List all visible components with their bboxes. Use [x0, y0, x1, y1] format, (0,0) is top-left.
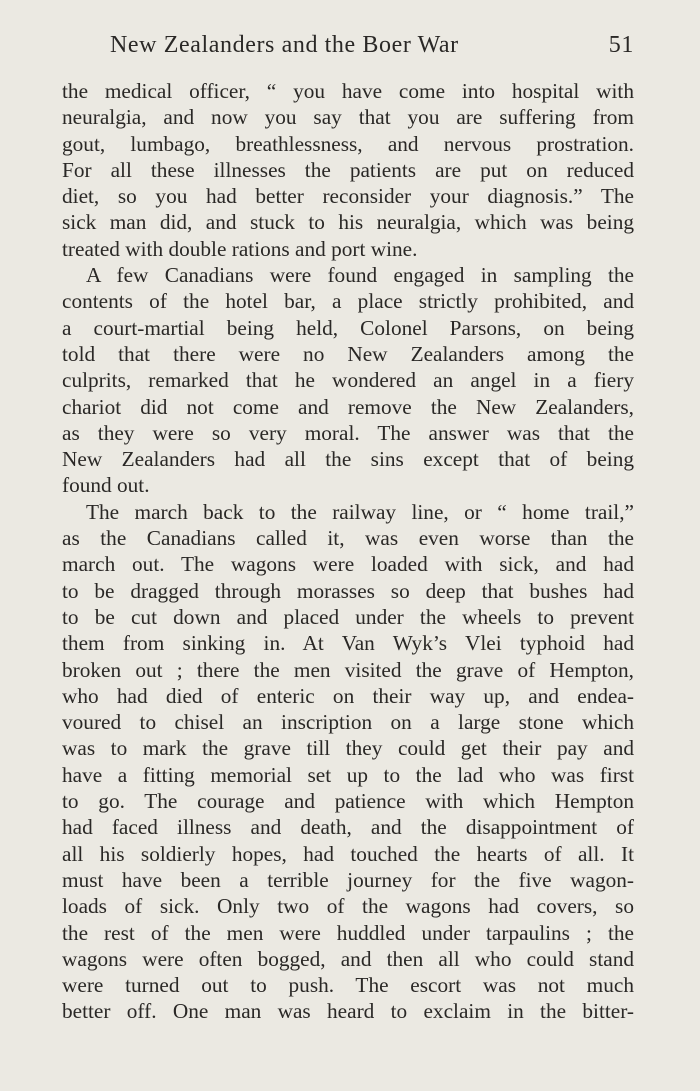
text-line: loads of sick. Only two of the wagons had covers, so — [62, 894, 634, 919]
text-line: sick man did, and stuck to his neuralgia, which was being — [62, 210, 634, 235]
text-line: to be cut down and placed under the wheels to prevent — [62, 604, 634, 629]
text-line: must have been a terrible journey for the five wagon- — [62, 867, 634, 892]
page-number: 51 — [608, 32, 634, 58]
text-line: voured to chisel an inscription on a large stone which — [62, 710, 634, 735]
text-line: told that there were no New Zealanders among the — [62, 341, 634, 366]
text-line: better off. One man was heard to exclaim in the bitter- — [62, 999, 634, 1024]
body-text — [62, 78, 634, 1025]
text-line: to be dragged through morasses so deep that bushes had — [62, 578, 634, 603]
text-line: New Zealanders had all the sins except that of being — [62, 447, 634, 472]
text-line: who had died of enteric on their way up, and endea- — [62, 683, 634, 708]
text-line: the rest of the men were huddled under tarpaulins ; the — [62, 920, 634, 945]
text-line: For all these illnesses the patients are put on reduced — [62, 157, 634, 182]
paragraph — [62, 499, 634, 1025]
text-line: broken out ; there the men visited the grave of Hempton, — [62, 657, 634, 682]
text-line: A few Canadians were found engaged in sampling the — [86, 263, 634, 288]
text-line: were turned out to push. The escort was not much — [62, 973, 634, 998]
text-line: all his soldierly hopes, had touched the hearts of all. It — [62, 841, 634, 866]
text-line: culprits, remarked that he wondered an angel in a fiery — [62, 368, 634, 393]
text-line: wagons were often bogged, and then all who could stand — [62, 946, 634, 971]
text-line: diet, so you had better reconsider your diagnosis.” The — [62, 184, 634, 209]
paragraph — [62, 262, 634, 499]
text-line: The march back to the railway line, or “ home trail,” — [86, 499, 634, 524]
text-line: as the Canadians called it, was even worse than the — [62, 526, 634, 551]
text-line: as they were so very moral. The answer was that the — [62, 420, 634, 445]
paragraph — [62, 78, 634, 262]
running-title: New Zealanders and the Boer War — [110, 32, 459, 58]
text-line: had faced illness and death, and the disappointment of — [62, 815, 634, 840]
text-line: treated with double rations and port wine. — [62, 236, 418, 261]
text-line: gout, lumbago, breathlessness, and nervous prostration. — [62, 131, 634, 156]
text-line: have a fitting memorial set up to the lad who was first — [62, 762, 634, 787]
text-line: the medical officer, “ you have come into hospital with — [62, 79, 634, 103]
text-line: them from sinking in. At Van Wyk’s Vlei typhoid had — [62, 631, 634, 656]
text-line: contents of the hotel bar, a place strictly prohibited, and — [62, 289, 634, 314]
text-line: neuralgia, and now you say that you are suffering from — [62, 105, 634, 130]
text-line: a court-martial being held, Colonel Parsons, on being — [62, 315, 634, 340]
text-line: was to mark the grave till they could get their pay and — [62, 736, 634, 761]
text-line: to go. The courage and patience with which Hempton — [62, 789, 634, 814]
running-head — [62, 32, 634, 68]
text-line: found out. — [62, 473, 150, 498]
text-line: chariot did not come and remove the New Zealanders, — [62, 394, 634, 419]
text-line: march out. The wagons were loaded with sick, and had — [62, 552, 634, 577]
